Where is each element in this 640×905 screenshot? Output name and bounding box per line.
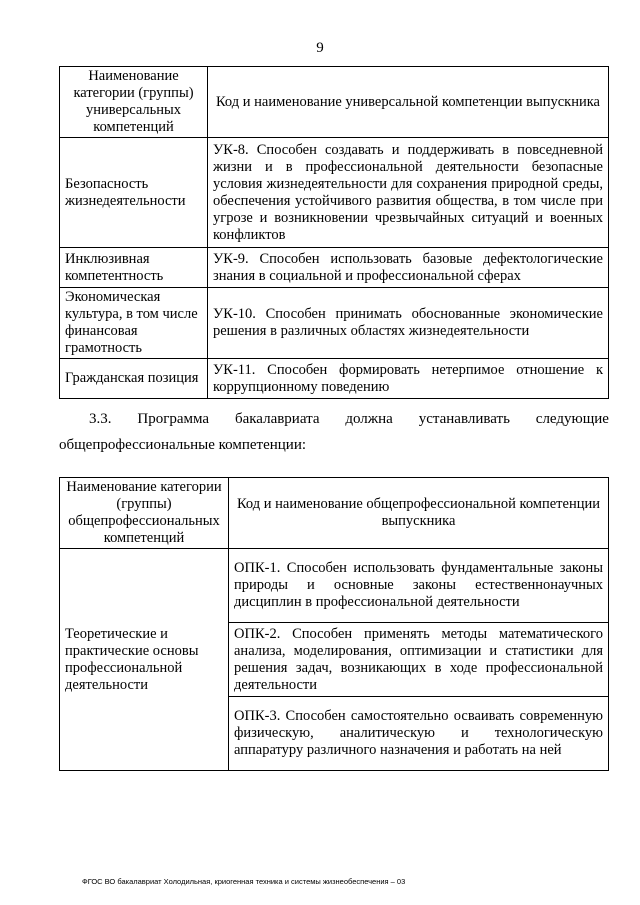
footer-text: ФГОС ВО бакалавриат Холодильная, криогенная техника и системы жизнеобеспечения – 03 bbox=[82, 877, 406, 886]
paragraph-word: устанавливать bbox=[418, 411, 510, 427]
paragraph-word: Программа bbox=[137, 411, 210, 427]
paragraph-number: 3.3. bbox=[89, 411, 112, 427]
competence-cell: УК-10. Способен принимать обоснованные экономические решения в различных областях жизнедеятельности bbox=[208, 288, 609, 359]
table-row bbox=[60, 138, 609, 248]
paragraph-word: следующие bbox=[535, 411, 609, 427]
paragraph-line-2: общепрофессиональные компетенции: bbox=[59, 437, 307, 453]
category-cell: Безопасность жизнедеятельности bbox=[60, 138, 208, 248]
table-row bbox=[60, 248, 609, 288]
competence-cell: ОПК-2. Способен применять методы математического анализа, моделирования, оптимизации и статистики для решения задач, возникающих в ходе профессиональной деятельности bbox=[229, 623, 609, 697]
paragraph-word: бакалавриата bbox=[234, 411, 320, 427]
competence-cell: УК-11. Способен формировать нетерпимое отношение к коррупционному поведению bbox=[208, 359, 609, 399]
category-cell: Теоретические и практические основы профессиональной деятельности bbox=[60, 549, 229, 771]
page-number: 9 bbox=[316, 40, 324, 56]
category-cell: Экономическая культура, в том числе финансовая грамотность bbox=[60, 288, 208, 359]
table-header-row bbox=[60, 67, 609, 138]
general-professional-competences-table bbox=[59, 477, 609, 771]
universal-competences-table bbox=[59, 66, 609, 399]
category-cell: Гражданская позиция bbox=[60, 359, 208, 399]
table-row bbox=[60, 288, 609, 359]
table-row bbox=[60, 359, 609, 399]
competence-cell: УК-8. Способен создавать и поддерживать в повседневной жизни и в профессиональной деятельности безопасные условия жизнедеятельности для сохранения природной среды, обеспечения устойчивого развития общества, в том числе при угрозе и возникновении чрезвычайных ситуаций и военных конфликтов bbox=[208, 138, 609, 248]
paragraph-line-1 bbox=[59, 410, 609, 428]
header-category-cell: Наименование категории (группы) универсальных компетенций bbox=[60, 67, 208, 138]
header-competence-cell: Код и наименование общепрофессиональной компетенции выпускника bbox=[229, 478, 609, 549]
table-row bbox=[60, 549, 609, 623]
competence-cell: УК-9. Способен использовать базовые дефектологические знания в социальной и профессиональной сферах bbox=[208, 248, 609, 288]
competence-cell: ОПК-1. Способен использовать фундаментальные законы природы и основные законы естественнонаучных дисциплин в профессиональной деятельности bbox=[229, 549, 609, 623]
competence-cell: ОПК-3. Способен самостоятельно осваивать современную физическую, аналитическую и технологическую аппаратуру различного назначения и работать на ней bbox=[229, 697, 609, 771]
header-competence-cell: Код и наименование универсальной компетенции выпускника bbox=[208, 67, 609, 138]
paragraph-word: должна bbox=[345, 411, 393, 427]
category-cell: Инклюзивная компетентность bbox=[60, 248, 208, 288]
header-category-cell: Наименование категории (группы) общепрофессиональных компетенций bbox=[60, 478, 229, 549]
table-header-row bbox=[60, 478, 609, 549]
